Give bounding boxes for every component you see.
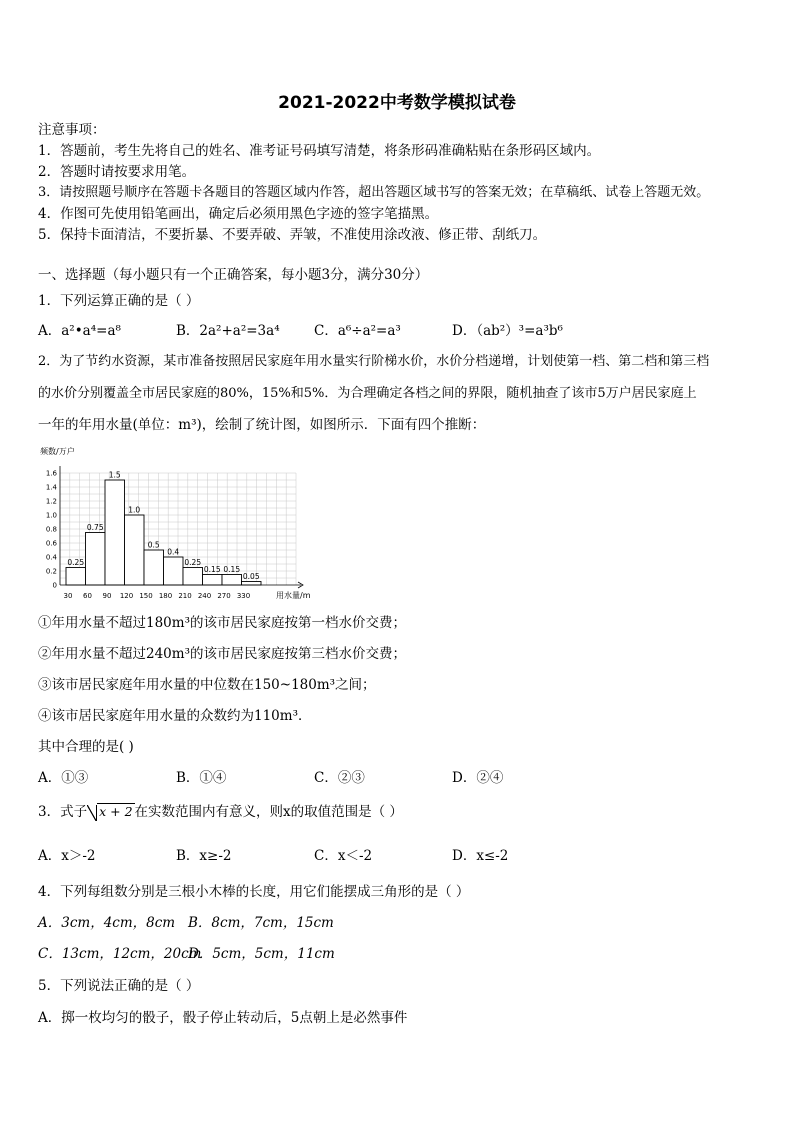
- q2-text-line: 的水价分别覆盖全市居民家庭的80%，15%和5%．为合理确定各档之间的界限，随机抽查了该市5万户居民家庭上: [38, 386, 697, 401]
- bar-value-label: 0.15: [223, 565, 241, 574]
- q2-statement: ④该市居民家庭年用水量的众数约为110m³．: [38, 708, 312, 724]
- q2-text-line: 2．为了节约水资源，某市准备按照居民家庭年用水量实行阶梯水价，水价分档递增，计划使第一档、第二档和第三档: [38, 354, 710, 369]
- chart-y-axis-label: 频数/万户: [40, 447, 75, 456]
- x-tick-label: 30: [63, 592, 73, 600]
- x-tick-label: 180: [158, 592, 173, 600]
- q3-stem: [38, 803, 403, 821]
- bar-value-label: 0.5: [147, 540, 160, 550]
- q2-option-d: D．②④: [452, 770, 504, 786]
- q4-option-d: D．5cm，5cm，11cm: [188, 946, 335, 962]
- x-tick-label: 90: [102, 592, 112, 600]
- y-tick-label: 1.6: [45, 469, 57, 478]
- y-tick-label: 0.4: [45, 553, 57, 562]
- x-tick-label: 330: [236, 592, 251, 600]
- q1-option-a: A．a²•a⁴=a⁸: [38, 323, 121, 339]
- y-tick-label: 0.2: [45, 567, 57, 576]
- q2-option-c: C．②③: [314, 770, 365, 786]
- water-usage-histogram: [36, 444, 311, 606]
- x-tick-label: 270: [217, 592, 231, 600]
- q1-option-c: C．a⁶÷a²=a³: [314, 323, 401, 339]
- notice-heading: 注意事项：: [38, 122, 106, 138]
- histogram-bar: [164, 557, 184, 585]
- x-tick-label: 240: [197, 592, 212, 600]
- y-tick-label: 1.4: [45, 483, 57, 492]
- square-root-sign: [87, 803, 134, 821]
- q2-text-line: 一年的年用水量(单位：m³)，绘制了统计图，如图所示．下面有四个推断：: [38, 417, 486, 433]
- x-tick-label: 210: [178, 592, 192, 600]
- notice-item: 5．保持卡面清洁，不要折暴、不要弄破、弄皱，不准使用涂改液、修正带、刮纸刀。: [38, 227, 547, 243]
- bar-value-label: 1.0: [128, 505, 141, 515]
- histogram-bar: [242, 582, 262, 586]
- x-tick-label: 150: [139, 592, 153, 600]
- q3-prefix: 3．式子: [38, 804, 88, 820]
- x-tick-label: 60: [83, 592, 92, 600]
- histogram-bar: [203, 575, 223, 586]
- q3-suffix: 在实数范围内有意义，则x的取值范围是（ ）: [134, 804, 403, 820]
- y-tick-label: 0.8: [45, 525, 57, 534]
- q5-stem: 5．下列说法正确的是（ ）: [38, 978, 200, 994]
- bar-value-label: 0.25: [184, 558, 202, 567]
- y-tick-label: 1.0: [45, 511, 57, 520]
- q2-option-b: B．①④: [176, 770, 227, 786]
- histogram-bar: [222, 575, 242, 586]
- histogram-bar: [125, 515, 145, 585]
- notice-item: 3．请按照题号顺序在答题卡各题目的答题区域内作答，超出答题区域书写的答案无效；在草稿纸、试卷上答题无效。: [38, 185, 710, 200]
- notice-item: 4．作图可先使用铅笔画出，确定后必须用黑色字迹的签字笔描黑。: [38, 206, 439, 222]
- bar-value-label: 0.4: [167, 547, 180, 557]
- q1-option-b: B．2a²+a²=3a⁴: [176, 323, 280, 339]
- q2-question: 其中合理的是( ): [38, 739, 134, 755]
- q2-statement: ①年用水量不超过180m³的该市居民家庭按第一档水价交费；: [38, 615, 406, 631]
- bar-value-label: 0.25: [67, 558, 85, 567]
- x-tick-label: 120: [119, 592, 134, 600]
- histogram-bar: [105, 480, 125, 585]
- notice-item: 2．答题时请按要求用笔。: [38, 164, 196, 180]
- q3-option-a: A．x＞-2: [38, 848, 96, 864]
- q4-stem: 4．下列每组数分别是三根小木棒的长度，用它们能摆成三角形的是（ ）: [38, 884, 470, 900]
- q1-option-d: D．（ab²）³=a³b⁶: [452, 323, 563, 339]
- q1-stem: 1．下列运算正确的是（ ）: [38, 293, 200, 309]
- y-tick-label: 0.6: [45, 539, 57, 548]
- bar-value-label: 0.15: [203, 565, 221, 574]
- exam-title: 2021-2022中考数学模拟试卷: [278, 93, 516, 113]
- q3-option-b: B．x≥-2: [176, 848, 232, 864]
- histogram-bar: [86, 533, 106, 586]
- q3-option-c: C．x＜-2: [314, 848, 373, 864]
- section-heading: 一、选择题（每小题只有一个正确答案，每小题3分，满分30分）: [38, 267, 429, 283]
- q2-statement: ③该市居民家庭年用水量的中位数在150~180m³之间；: [38, 677, 376, 693]
- y-tick-label: 0: [52, 581, 57, 590]
- histogram-bar: [66, 568, 86, 586]
- q2-statement: ②年用水量不超过240m³的该市居民家庭按第三档水价交费；: [38, 646, 406, 662]
- bar-value-label: 0.05: [242, 572, 260, 581]
- q4-option-a: A．3cm，4cm，8cm: [38, 915, 176, 931]
- bar-value-label: 1.5: [108, 470, 121, 480]
- histogram-bar: [144, 550, 164, 585]
- q5-option-a: A．掷一枚均匀的骰子，骰子停止转动后，5点朝上是必然事件: [38, 1010, 408, 1026]
- q2-option-a: A．①③: [38, 770, 89, 786]
- y-tick-label: 1.2: [45, 497, 57, 506]
- histogram-bar: [183, 568, 203, 586]
- q3-option-d: D．x≤-2: [452, 848, 509, 864]
- q4-option-c: C．13cm，12cm，20cm: [38, 946, 202, 962]
- q3-radicand: x + 2: [99, 804, 133, 819]
- notice-item: 1．答题前，考生先将自己的姓名、准考证号码填写清楚，将条形码准确粘贴在条形码区域内。: [38, 143, 601, 159]
- chart-x-axis-label: 用水量/m: [276, 591, 311, 600]
- bar-value-label: 0.75: [86, 523, 104, 532]
- q4-option-b: B．8cm，7cm，15cm: [188, 915, 334, 931]
